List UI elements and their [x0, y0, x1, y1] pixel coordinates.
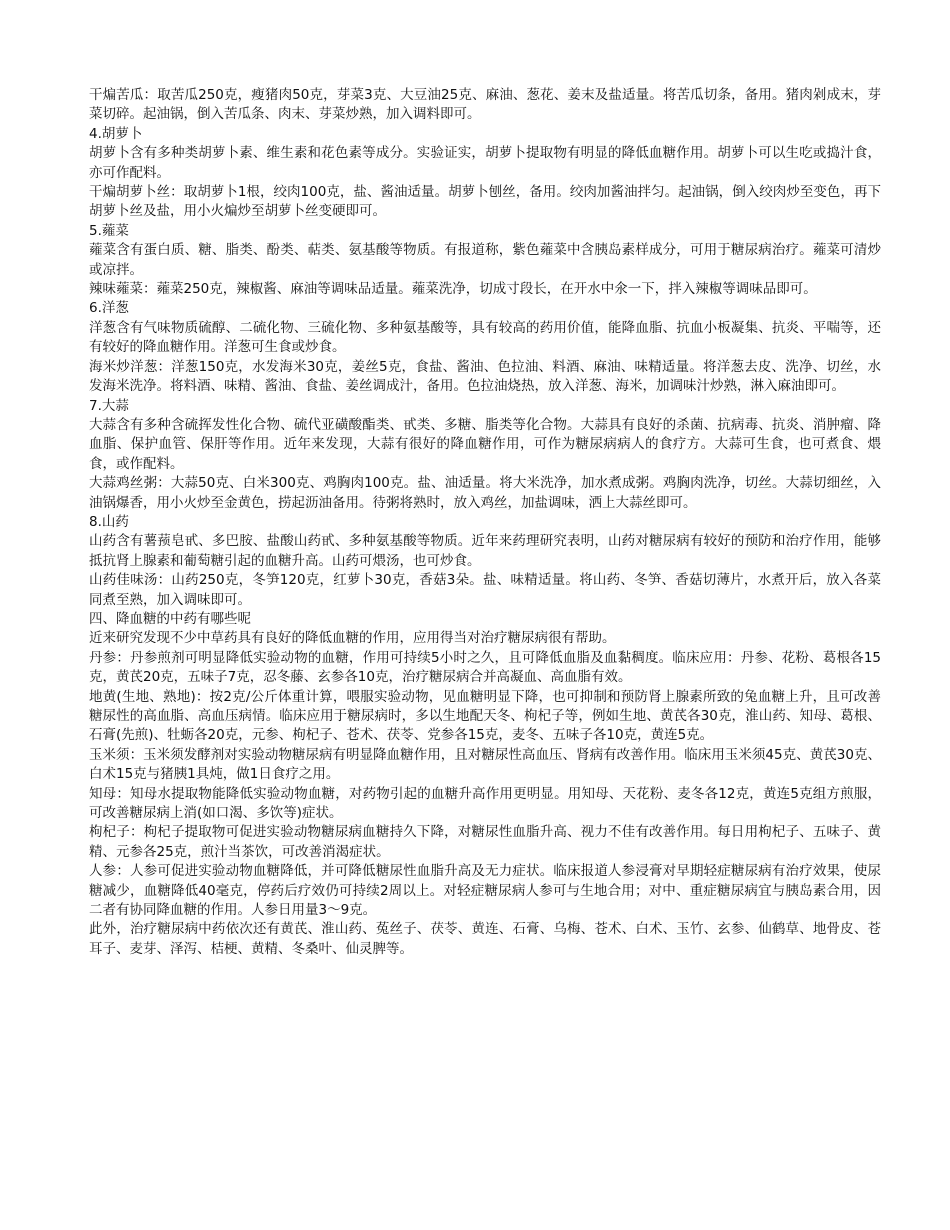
herbs-intro: 近来研究发现不少中草药具有良好的降低血糖的作用，应用得当对治疗糖尿病很有帮助。 — [89, 630, 616, 647]
section-heading-water-spinach: 5.蕹菜 — [89, 222, 129, 239]
water-spinach-description: 蕹菜含有蛋白质、糖、脂类、酚类、萜类、氨基酸等物质。有报道称，紫色蕹菜中含胰岛素样成分，可用于糖尿病治疗。蕹菜可清炒或凉拌。 — [89, 242, 881, 278]
section-heading-onion: 6.洋葱 — [89, 300, 129, 317]
recipe-onion: 海米炒洋葱：洋葱150克，水发海米30克，姜丝5克，食盐、酱油、色拉油、料酒、麻油、味精适量。将洋葱去皮、洗净、切丝，水发海米洗净。将料酒、味精、酱油、食盐、姜丝调成汁，备用。色拉油烧热，放入洋葱、海米，加调味汁炒熟，淋入麻油即可。 — [89, 358, 881, 395]
recipe-bitter-melon: 干煸苦瓜：取苦瓜250克，瘦猪肉50克，芽菜3克、大豆油25克、麻油、葱花、姜末及盐适量。将苦瓜切条，备用。猪肉剁成末，芽菜切碎。起油锅，倒入苦瓜条、肉末、芽菜炒熟，加入调料即可。 — [89, 87, 881, 123]
garlic-description: 大蒜含有多种含硫挥发性化合物、硫代亚磺酸酯类、甙类、多糖、脂类等化合物。大蒜具有良好的杀菌、抗病毒、抗炎、消肿瘤、降血脂、保护血管、保肝等作用。近年来发现，大蒜有很好的降血糖作用，可作为糖尿病病人的食疗方。大蒜可生食，也可煮食、煨食，或作配料。 — [89, 416, 881, 472]
document-body — [89, 86, 881, 959]
section-heading-carrot: 4.胡萝卜 — [89, 125, 143, 142]
herbs-other: 此外，治疗糖尿病中药依次还有黄芪、淮山药、菟丝子、茯苓、黄连、石膏、乌梅、苍术、白术、玉竹、玄参、仙鹤草、地骨皮、苍耳子、麦芽、泽泻、桔梗、黄精、冬桑叶、仙灵脾等。 — [89, 921, 881, 957]
section-heading-herbs: 四、降血糖的中药有哪些呢 — [89, 610, 251, 627]
herb-corn-silk: 玉米须：玉米须发酵剂对实验动物糖尿病有明显降血糖作用，且对糖尿性高血压、肾病有改善作用。临床用玉米须45克、黄芪30克、白术15克与猪胰1具炖，做1日食疗之用。 — [89, 746, 881, 783]
recipe-garlic: 大蒜鸡丝粥：大蒜50克、白米300克、鸡胸肉100克。盐、油适量。将大米洗净，加水煮成粥。鸡胸肉洗净，切丝。大蒜切细丝，入油锅爆香，用小火炒至金黄色，捞起沥油备用。待粥将熟时，放入鸡丝，加盐调味，洒上大蒜丝即可。 — [89, 475, 881, 511]
herb-rehmannia: 地黄(生地、熟地)：按2克/公斤体重计算，喂服实验动物，见血糖明显下降，也可抑制和预防肾上腺素所致的兔血糖上升，且可改善糖尿性的高血脂、高血压病情。临床应用于糖尿病时，多以生地配天冬、枸杞子等，例如生地、黄芪各30克，淮山药、知母、葛根、石膏(先煎)、牡蛎各20克，元参、枸杞子、苍术、茯苓、党参各15克，麦冬、五味子各10克，黄连5克。 — [89, 688, 881, 744]
section-heading-yam: 8.山药 — [89, 513, 129, 530]
herb-danshen: 丹参：丹参煎剂可明显降低实验动物的血糖，作用可持续5小时之久，且可降低血脂及血黏稠度。临床应用：丹参、花粉、葛根各15克，黄芪20克，五味子7克，忍冬藤、玄参各10克，治疗糖尿病合并高凝血、高血脂有效。 — [89, 649, 881, 686]
yam-description: 山药含有薯蓣皂甙、多巴胺、盐酸山药甙、多种氨基酸等物质。近年来药理研究表明，山药对糖尿病有较好的预防和治疗作用，能够抵抗肾上腺素和葡萄糖引起的血糖升高。山药可煨汤，也可炒食。 — [89, 533, 881, 569]
herb-anemarrhena: 知母：知母水提取物能降低实验动物血糖，对药物引起的血糖升高作用更明显。用知母、天花粉、麦冬各12克，黄连5克组方煎服，可改善糖尿病上消(如口渴、多饮等)症状。 — [89, 785, 882, 822]
herb-goji: 枸杞子：枸杞子提取物可促进实验动物糖尿病血糖持久下降，对糖尿性血脂升高、视力不佳有改善作用。每日用枸杞子、五味子、黄精、元参各25克，煎汁当茶饮，可改善消渴症状。 — [89, 824, 881, 860]
carrot-description: 胡萝卜含有多种类胡萝卜素、维生素和花色素等成分。实验证实，胡萝卜提取物有明显的降低血糖作用。胡萝卜可以生吃或捣汁食，亦可作配料。 — [89, 145, 881, 181]
recipe-yam: 山药佳味汤：山药250克，冬笋120克，红萝卜30克，香菇3朵。盐、味精适量。将山药、冬笋、香菇切薄片，水煮开后，放入各菜同煮至熟，加入调味即可。 — [89, 572, 881, 608]
onion-description: 洋葱含有气味物质硫醇、二硫化物、三硫化物、多种氨基酸等，具有较高的药用价值，能降血脂、抗血小板凝集、抗炎、平喘等，还有较好的降血糖作用。洋葱可生食或炒食。 — [89, 319, 881, 356]
herb-ginseng: 人参：人参可促进实验动物血糖降低，并可降低糖尿性血脂升高及无力症状。临床报道人参浸膏对早期轻症糖尿病有治疗效果，使尿糖减少，血糖降低40毫克，停药后疗效仍可持续2周以上。对轻症糖尿病人参可与生地合用；对中、重症糖尿病宜与胰岛素合用，因二者有协同降血糖的作用。人参日用量3～9克。 — [89, 863, 881, 919]
recipe-carrot: 干煸胡萝卜丝：取胡萝卜1根，绞肉100克，盐、酱油适量。胡萝卜刨丝，备用。绞肉加酱油拌匀。起油锅，倒入绞肉炒至变色，再下胡萝卜丝及盐，用小火煸炒至胡萝卜丝变硬即可。 — [89, 184, 881, 220]
section-heading-garlic: 7.大蒜 — [89, 397, 129, 414]
recipe-water-spinach: 辣味蕹菜：蕹菜250克，辣椒酱、麻油等调味品适量。蕹菜洗净，切成寸段长，在开水中氽一下，拌入辣椒等调味品即可。 — [89, 281, 817, 298]
